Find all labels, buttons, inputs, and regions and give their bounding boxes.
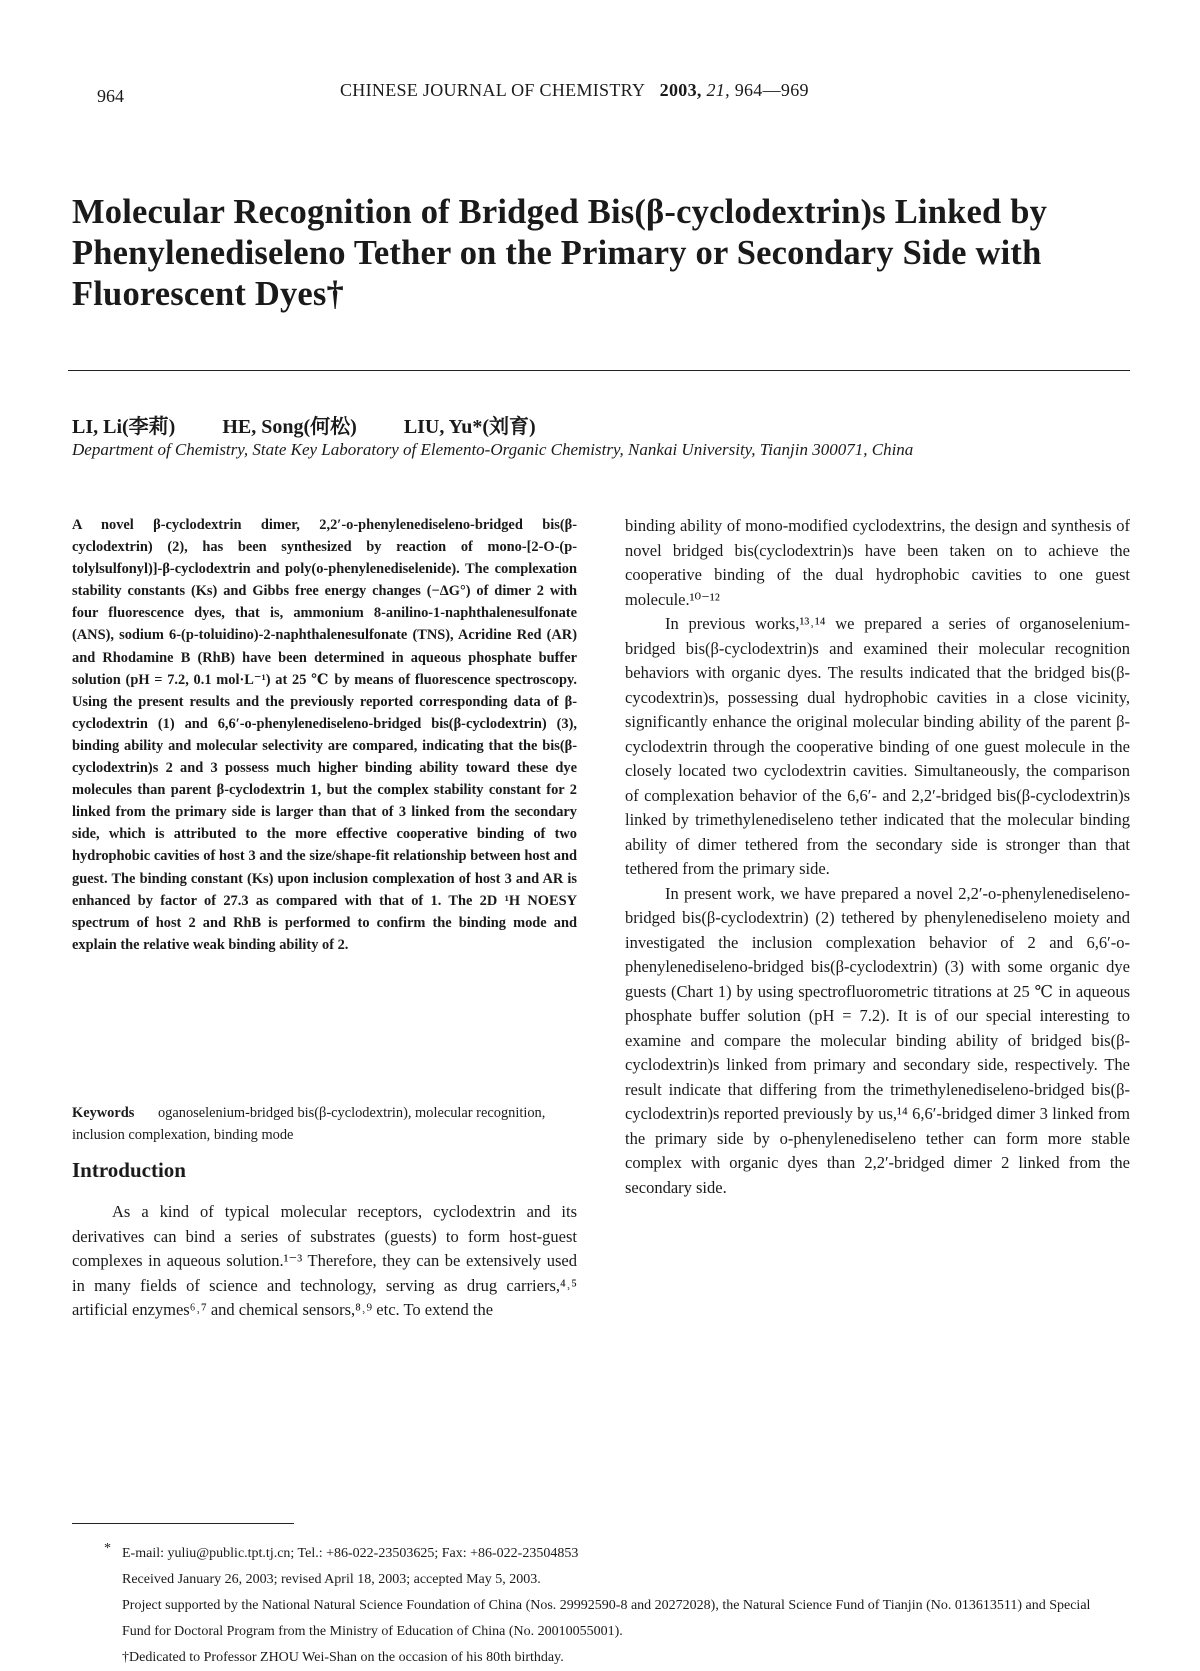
keywords-text: oganoselenium-bridged bis(β-cyclodextrin), molecular recognition, inclusion complexation, binding mode xyxy=(72,1105,546,1143)
page-number: 964 xyxy=(97,86,124,106)
footnote-marker: * xyxy=(104,1541,111,1556)
intro-paragraph-continued: binding ability of mono-modified cyclodextrins, the design and synthesis of novel bridged bis(cyclodextrin)s have been taken on to achieve the cooperative binding of the dual hydrophobic cavities to one guest molecule.¹⁰⁻¹² xyxy=(625,516,1130,609)
journal-pages: 964—969 xyxy=(734,80,809,100)
title-divider xyxy=(68,370,1130,371)
journal-year: 2003, xyxy=(659,80,702,100)
keywords-label: Keywords xyxy=(72,1105,135,1121)
footnote-received: Received January 26, 2003; revised April 18, 2003; accepted May 5, 2003. xyxy=(122,1572,541,1587)
running-head xyxy=(340,80,809,101)
right-column-body xyxy=(625,514,1130,1200)
left-column-body xyxy=(72,1200,577,1323)
abstract: A novel β-cyclodextrin dimer, 2,2′-o-phenylenediseleno-bridged bis(β-cyclodextrin) (2), has been synthesized by reaction of mono-[2-O-(p-tolylsulfonyl)]-β-cyclodextrin and poly(o-phenylenediselenide). The complexation stability constants (Ks) and Gibbs free energy changes (−ΔG°) of dimer 2 with four fluorescence dyes, that is, ammonium 8-anilino-1-naphthalenesulfonate (ANS), sodium 6-(p-toluidino)-2-naphthalenesulfonate (TNS), Acridine Red (AR) and Rhodamine B (RhB) have been determined in aqueous phosphate buffer solution (pH = 7.2, 0.1 mol·L⁻¹) at 25 ℃ by means of fluorescence spectroscopy. Using the present results and the previously reported corresponding data of β-cyclodextrin (1) and 6,6′-o-phenylenediseleno-bridged bis(β-cyclodextrin) (3), binding ability and molecular selectivity are compared, indicating that the bis(β-cyclodextrin)s 2 and 3 possess much higher binding ability toward these dye molecules than parent β-cyclodextrin 1, but the complex stability constant for 2 linked from the primary side is larger than that of 3 linked from the secondary side, which is attributed to the more effective cooperative binding of two hydrophobic cavities of host 3 and the size/shape-fit relationship between host and guest. The binding constant (Ks) upon inclusion complexation of host 3 and AR is enhanced by factor of 27.3 as compared with that of 1. The 2D ¹H NOESY spectrum of host 2 and RhB is performed to confirm the binding mode and explain the relative weak binding ability of 2. xyxy=(72,517,577,953)
affiliation: Department of Chemistry, State Key Laboratory of Elemento-Organic Chemistry, Nankai University, Tianjin 300071, China xyxy=(72,440,914,459)
author-list xyxy=(72,410,578,439)
author-1: LI, Li(李莉) xyxy=(72,416,176,438)
journal-name: CHINESE JOURNAL OF CHEMISTRY xyxy=(340,80,646,100)
intro-paragraph-1: As a kind of typical molecular receptors, cyclodextrin and its derivatives can bind a series of substrates (guests) to form host-guest complexes in aqueous solution.¹⁻³ Therefore, they can be extensively used in many fields of science and technology, serving as drug carriers,⁴˒⁵ artificial enzymes⁶˒⁷ and chemical sensors,⁸˒⁹ etc. To extend the xyxy=(72,1202,577,1319)
author-3: LIU, Yu*(刘育) xyxy=(403,416,536,438)
author-2: HE, Song(何松) xyxy=(222,416,357,438)
journal-volume: 21, xyxy=(706,80,730,100)
intro-paragraph-3: In present work, we have prepared a novel 2,2′-o-phenylenediseleno-bridged bis(β-cyclodextrin) (2) tethered by phenylenediseleno moiety and investigated the inclusion complexation behavior of 2 and 6,6′-o-phenylenediseleno-bridged bis(β-cyclodextrin) (3) with some organic dye guests (Chart 1) by using spectrofluorometric titrations at 25 ℃ in aqueous phosphate buffer solution (pH = 7.2). It is of our special interesting to examine and compare the molecular binding ability of bridged bis(β-cyclodextrin)s linked from primary and secondary side, respectively. The result indicate that differing from the trimethylenediseleno-bridged bis(β-cyclodextrin)s reported previously by us,¹⁴ 6,6′-bridged dimer 3 linked from the primary side by o-phenylenediseleno tether can form more stable complex with organic dyes than 2,2′-bridged dimer 2 linked from the secondary side. xyxy=(625,883,1130,1197)
section-heading-introduction: Introduction xyxy=(72,1158,186,1182)
footnote-funding: Project supported by the National Natural Science Foundation of China (Nos. 29992590-8 and 20272028), the Natural Science Fund of Tianjin (No. 013613511) and Special Fund for Doctoral Program from the Ministry of Education of China (No. 20010055001). xyxy=(122,1598,1091,1639)
keywords xyxy=(72,1102,577,1146)
intro-paragraph-2: In previous works,¹³˒¹⁴ we prepared a series of organoselenium-bridged bis(β-cyclodextrin)s and examined their molecular recognition behaviors with organic dyes. The results indicated that the bridged bis(β-cycodextrin)s, possessing dual hydrophobic cavities in a close vicinity, significantly enhance the original molecular binding ability of the parent β-cyclodextrin through the cooperative binding of one guest molecule in the closely located two cyclodextrin cavities. Simultaneously, the comparison of complexation behavior of the 6,6′- and 2,2′-bridged bis(β-cyclodextrin)s linked by trimethylenediseleno tether indicated that the molecular binding ability of dimer tethered from the secondary side is stronger than that tethered from the primary side. xyxy=(625,614,1130,878)
footnote-dedication: †Dedicated to Professor ZHOU Wei-Shan on the occasion of his 80th birthday. xyxy=(122,1650,564,1665)
footnotes xyxy=(122,1541,1122,1671)
footnote-divider xyxy=(72,1523,294,1524)
article-title: Molecular Recognition of Bridged Bis(β-cyclodextrin)s Linked by Phenylenediseleno Tether on the Primary or Secondary Side with Fluorescent Dyes† xyxy=(72,193,1048,313)
footnote-contact: E-mail: yuliu@public.tpt.tj.cn; Tel.: +86-022-23503625; Fax: +86-022-23504853 xyxy=(122,1546,579,1561)
